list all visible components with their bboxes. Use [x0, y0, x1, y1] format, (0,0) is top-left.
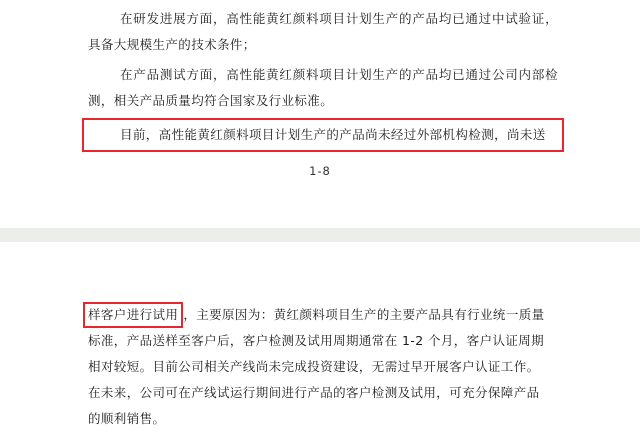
highlighted-paragraph-top-wrapper	[88, 118, 558, 152]
document-page-bottom	[0, 242, 640, 442]
paragraph-line-1: ，主要原因为：黄红颜料项目生产的主要产品具有行业统一质量	[183, 307, 545, 322]
paragraph-line-4: 在未来，公司可在产线试运行期间进行产品的客户检测及试用，可充分保障产品	[88, 385, 540, 400]
highlighted-paragraph-top: 目前，高性能黄红颜料项目计划生产的产品尚未经过外部机构检测，尚未送	[82, 118, 564, 152]
paragraph-line-5: 的顺利销售。	[88, 411, 166, 426]
page-separator	[0, 228, 640, 242]
page-number: 1-8	[309, 164, 331, 178]
paragraph-customer-trial	[88, 302, 558, 432]
paragraph-line-3: 相对较短。目前公司相关产线尚未完成投资建设，无需过早开展客户认证工作。	[88, 359, 540, 374]
paragraph-research-progress: 在研发进展方面，高性能黄红颜料项目计划生产的产品均已通过中试验证，具备大规模生产的技术条件；	[88, 11, 558, 52]
paragraph-product-testing: 在产品测试方面，高性能黄红颜料项目计划生产的产品均已通过公司内部检测，相关产品质量均符合国家及行业标准。	[88, 67, 558, 108]
highlighted-text-bottom: 样客户进行试用	[83, 302, 183, 328]
paragraph-line-2: 标准，产品送样至客户后，客户检测及试用周期通常在 1-2 个月，客户认证周期	[88, 333, 545, 348]
